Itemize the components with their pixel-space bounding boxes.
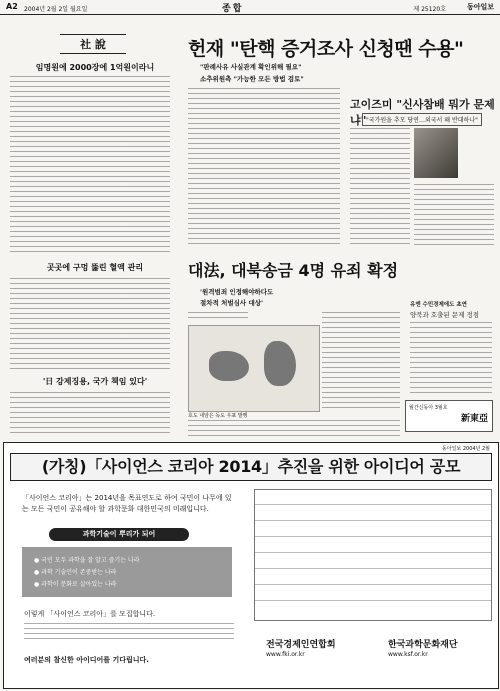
org-url-2[interactable]: www.ksf.or.kr <box>388 651 428 658</box>
column-body-2 <box>414 184 494 248</box>
ad-banner: (가칭)「사이언스 코리아 2014」추진을 위한 아이디어 공모 <box>10 453 492 481</box>
main-subhead-2: 소추위원측 "가능한 모든 방법 검토" <box>200 75 304 83</box>
main-headline: 헌재 "탄핵 증거조사 신청땐 수용" <box>188 38 464 60</box>
page-number: A2 <box>6 2 18 11</box>
second-story-body-right <box>322 312 400 412</box>
second-subhead-2: 절차적 처벌심사 대상' <box>200 299 264 307</box>
org-url-1[interactable]: www.fki.or.kr <box>266 651 305 658</box>
second-headline: 대法, 대북송금 4명 유죄 확정 <box>188 261 399 280</box>
org-name-1: 전국경제인연합회 <box>266 640 336 650</box>
page-header <box>0 0 500 15</box>
editorial-body-2 <box>10 278 170 370</box>
issue-number: 제 25120호 <box>413 6 446 13</box>
column-subhead: "국가원을 추모 당연…외국서 왜 반대하나" <box>362 113 482 126</box>
small-ad-text: 월간신동아 3월호 <box>409 405 448 411</box>
section-title: 종합 <box>222 4 244 14</box>
form-row <box>255 568 491 569</box>
ad-list-item: ● 과학 기술인이 존중받는 나라 <box>34 569 117 576</box>
column-body-1 <box>350 128 410 248</box>
map-caption: 호도 내암은 독도 우표 발행 <box>188 413 248 419</box>
portrait-photo <box>414 128 458 178</box>
second-story-body-bottom <box>188 420 400 436</box>
editorial-body-1 <box>10 76 170 256</box>
map-photo <box>188 325 320 412</box>
ad-details <box>24 623 234 641</box>
side-column-head: 유엔 수민경제에도 초연 <box>410 302 467 308</box>
editorial-title-3: '日 강제징용, 국가 책임 있다' <box>42 377 148 386</box>
ad-closing-line: 여러분의 참신한 아이디어를 기다립니다. <box>24 656 149 664</box>
form-row <box>255 504 491 505</box>
small-ad-title: 新東亞 <box>460 414 488 424</box>
ad-call-line: 이렇게 「사이언스 코리아」를 모집합니다. <box>24 610 156 618</box>
side-column-body <box>410 322 492 396</box>
small-ad <box>405 400 493 432</box>
second-subhead-1: '원격범죄 인정해야하다도 <box>200 288 274 296</box>
publish-date: 2004년 2월 2일 월요일 <box>24 6 88 13</box>
side-column-subhead: 양북과 호출된 문제 정점 <box>410 311 479 319</box>
editorial-title-2: 곳곳에 구멍 뚫린 혈액 관리 <box>46 263 144 272</box>
editorial-body-3 <box>10 392 170 436</box>
form-row <box>255 584 491 585</box>
editorial-label: 社 說 <box>60 34 126 54</box>
ad-list <box>22 547 232 597</box>
map-landmass-2 <box>264 341 296 386</box>
form-row <box>255 552 491 553</box>
ad-pill: 과학기술이 뿌리가 되어 <box>49 528 189 541</box>
form-row <box>255 536 491 537</box>
editorial-title-1: 임명원에 2000장에 1억원이라니 <box>35 63 155 72</box>
ad-list-item: ● 국민 모두 과학을 잘 알고 즐기는 나라 <box>34 557 140 564</box>
column-headline: 고이즈미 "신사참배 뭐가 문제냐" <box>350 98 495 127</box>
application-form <box>254 489 492 621</box>
map-landmass-1 <box>209 351 249 381</box>
form-row <box>255 520 491 521</box>
advertisement <box>3 442 499 689</box>
main-subhead-1: "판례사유 사실관계 확인위해 필요" <box>200 63 302 71</box>
org-name-2: 한국과학문화재단 <box>388 640 458 650</box>
second-story-lead <box>188 312 248 322</box>
ad-intro: 「사이언스 코리아」는 2014년을 목표연도로 하여 국민이 나무에 있는 모든 국민이 공유해야 할 과학문화 대한민국의 미래입니다. <box>22 494 232 513</box>
newspaper-logo: 동아일보 <box>466 3 494 11</box>
ad-list-item: ● 과학이 문화로 살아있는 나라 <box>34 581 117 588</box>
form-row <box>255 600 491 601</box>
ad-issue-number: 동아일보 2004년 2월 <box>441 446 490 452</box>
main-story-body <box>188 88 340 248</box>
